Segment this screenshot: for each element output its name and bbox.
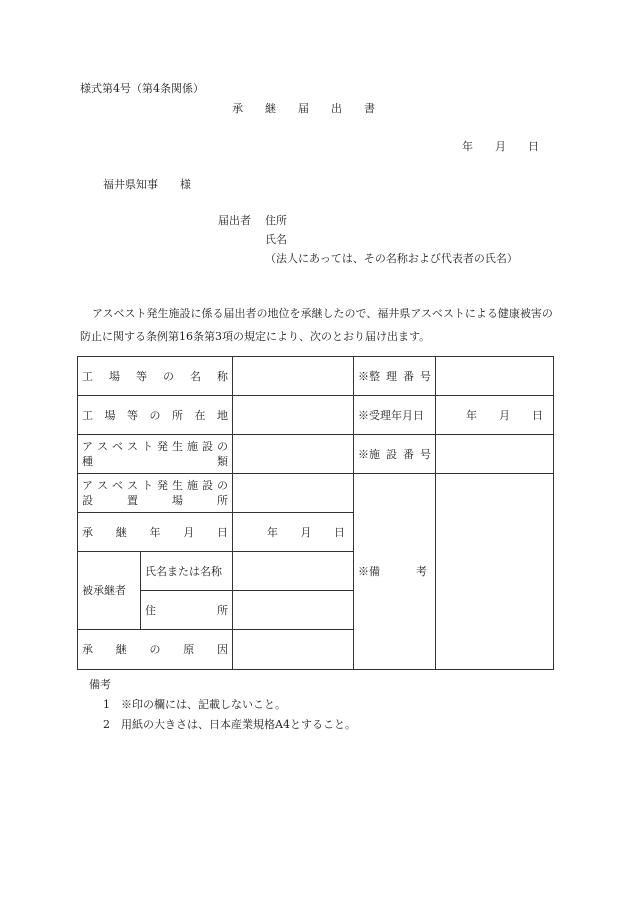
facility-site-label [78,474,233,513]
label-char: 年 [267,525,278,539]
factory-location-label [78,396,233,435]
label-char: 月 [499,408,510,422]
label-char: ス [97,479,108,492]
label-char: ベ [112,440,123,453]
office-facility-number-field [436,435,554,474]
factory-name-label [78,357,233,396]
label-char: 年 [149,525,161,539]
succession-date-field[interactable] [233,513,354,552]
predecessor-address-label [141,591,233,630]
label-char: ト [142,440,153,453]
label-char: の [149,643,161,656]
factory-location-field[interactable] [233,396,354,435]
label-char: ア [82,479,93,492]
label-char: 設 [386,447,397,461]
office-facility-number-label [354,435,436,474]
label-char: 月 [183,525,195,539]
submission-date: 年 月 日 [462,140,539,153]
office-ref-number-field [436,357,554,396]
applicant-name-label: 氏名 [265,233,287,246]
label-char: 名 [190,369,201,383]
label-char: 承 [82,525,93,539]
label-char: ベ [112,479,123,492]
label-char: 月 [300,525,312,539]
label-char: の [217,479,228,492]
label-char: 所 [217,494,228,507]
label-char: ス [127,440,138,453]
label-char: ※備 [358,565,380,578]
label-char: 生 [172,440,183,453]
label-char: 番 [403,447,414,461]
label-char: ト [142,479,153,492]
label-char: 日 [217,525,228,539]
label-char: 場 [104,408,116,422]
facility-site-field[interactable] [233,474,354,513]
label-char: 設 [202,479,213,492]
facility-type-label [78,435,233,474]
notification-table [77,356,554,670]
label-char: 場 [109,369,120,383]
form-number: 様式第4号（第4条関係） [80,82,204,95]
office-ref-number-label [354,357,436,396]
label-char: 番 [403,369,414,383]
applicant-address-label: 住所 [265,214,287,227]
label-char: 生 [172,479,183,492]
label-char: 類 [217,455,228,468]
label-char: 施 [187,479,198,492]
label-char: 日 [532,408,543,422]
declaration-text: アスベスト発生施設に係る届出者の地位を承継したので、福井県アスベストによる健康被害の防止に関する条例第16条第3項の規定により、次のとおり届け出ます。 [80,307,553,343]
succession-date-label [78,513,233,552]
notifier-label: 届出者 [218,214,251,227]
office-remarks-field [436,474,554,670]
label-char: ※整 [358,369,380,383]
addressee: 福井県知事 様 [103,178,191,191]
office-remarks-label [354,474,436,670]
note-item: 1 ※印の欄には、記載しないこと。 [103,698,286,711]
label-char: 理 [386,369,397,383]
label-char: の [217,440,228,453]
label-char: 発 [157,479,168,492]
notes-heading: 備考 [89,678,111,691]
label-char: 因 [217,643,228,656]
label-char: 種 [82,455,93,468]
label-char: 等 [136,369,147,383]
label-char: ス [97,440,108,453]
label-char: 号 [420,447,431,461]
label-char: ※施 [358,447,380,461]
label-char: 継 [115,643,127,656]
label-char: 日 [334,525,345,539]
label-char: 置 [127,494,138,507]
label-char: 所 [217,603,228,617]
document-title: 承 継 届 出 書 [232,102,375,115]
label-char: 継 [115,525,127,539]
label-char: 住 [145,603,156,617]
label-char: 発 [157,440,168,453]
label-char: 工 [82,369,93,383]
label-char: 所 [172,408,183,422]
succession-cause-field[interactable] [233,630,354,670]
label-char: 号 [420,369,431,383]
predecessor-name-label: 氏名または名称 [141,552,233,591]
label-char: ア [82,440,93,453]
label-char: の [163,369,174,383]
label-char: 在 [194,408,206,422]
factory-name-field[interactable] [233,357,354,396]
label-char: 考 [416,565,427,578]
label-char: 施 [187,440,198,453]
label-char: 地 [217,408,228,422]
label-char: 原 [183,643,195,656]
label-char: 設 [82,494,93,507]
label-char: 年 [466,408,477,422]
corporate-note: （法人にあっては、その名称および代表者の氏名） [265,252,518,265]
label-char: ス [127,479,138,492]
succession-cause-label [78,630,233,670]
office-received-date-label: ※受理年月日 [354,396,436,435]
facility-type-field[interactable] [233,435,354,474]
label-char: 等 [127,408,138,422]
label-char: 設 [202,440,213,453]
label-char: 場 [172,494,183,507]
predecessor-name-field[interactable] [233,552,354,591]
predecessor-address-field[interactable] [233,591,354,630]
label-char: の [149,408,161,422]
office-received-date-field [436,396,554,435]
label-char: 承 [82,643,93,656]
label-char: 称 [217,369,228,383]
note-item: 2 用紙の大きさは、日本産業規格A4とすること。 [103,718,356,731]
label-char: 工 [82,408,93,422]
predecessor-label: 被承継者 [78,552,141,630]
